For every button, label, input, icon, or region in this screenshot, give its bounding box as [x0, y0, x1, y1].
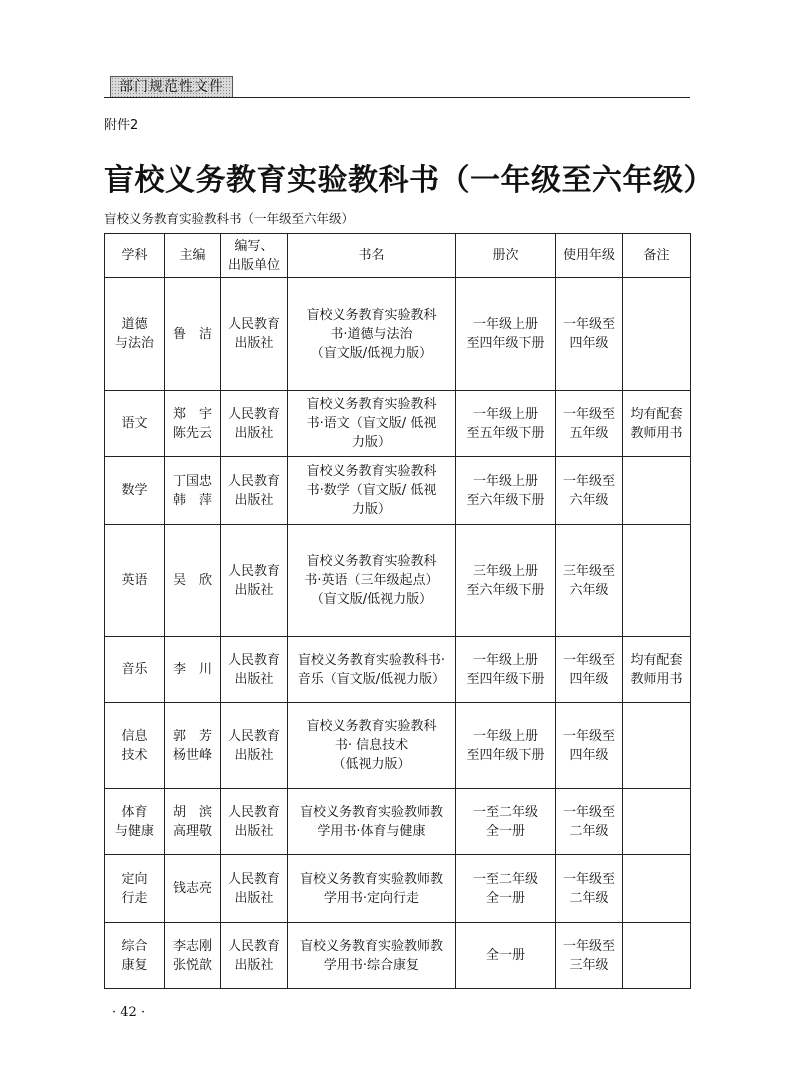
cell-line: 学用书·综合康复 [323, 957, 420, 973]
cell-edition [456, 923, 556, 989]
cell-line: 盲校义务教育实验教师教 [299, 804, 443, 820]
cell-line: 至四年级下册 [466, 671, 545, 687]
cell-line: 一年级至 [562, 406, 615, 422]
cell-line: 一年级至 [562, 652, 615, 668]
cell-grade [556, 703, 623, 789]
cell-line: 一年级至 [562, 938, 615, 954]
cell-line: 与法治 [114, 336, 154, 351]
header-rule [104, 97, 690, 98]
cell-line: 人民教育 [227, 871, 280, 887]
cell-line: 语文 [121, 416, 148, 431]
cell-line: 全一册 [485, 890, 525, 906]
cell-book [288, 855, 456, 923]
cell-line: 一年级至 [562, 871, 615, 887]
table-row [105, 457, 691, 525]
table-row [105, 855, 691, 923]
cell-line: 至五年级下册 [466, 425, 545, 441]
cell-editors [165, 391, 221, 457]
cell-line: 人民教育 [227, 563, 280, 579]
cell-publisher [221, 789, 288, 855]
cell-subject [105, 457, 165, 525]
cell-line: 一年级上册 [472, 317, 538, 332]
cell-note [623, 278, 691, 391]
cell-line: 四年级 [569, 336, 609, 351]
cell-grade [556, 525, 623, 637]
cell-line: 郭 芳 [172, 728, 212, 744]
header-edition: 册次 [456, 234, 556, 278]
table-row [105, 703, 691, 789]
cell-edition [456, 391, 556, 457]
cell-note [623, 923, 691, 989]
cell-edition [456, 278, 556, 391]
cell-edition [456, 855, 556, 923]
cell-grade [556, 457, 623, 525]
cell-line: 康复 [121, 957, 148, 973]
cell-editors [165, 923, 221, 989]
cell-line: 人民教育 [227, 406, 280, 422]
cell-line: 信息 [121, 728, 148, 744]
cell-line: 盲校义务教育实验教科 [306, 554, 437, 569]
cell-line: 人民教育 [227, 938, 280, 954]
cell-grade [556, 637, 623, 703]
cell-publisher [221, 855, 288, 923]
cell-line: 音乐（盲文版/低视力版） [297, 671, 446, 687]
cell-editors [165, 525, 221, 637]
cell-line: 出版社 [234, 823, 274, 839]
cell-line: 四年级 [569, 747, 609, 763]
cell-line: 六年级 [569, 582, 609, 598]
cell-publisher [221, 923, 288, 989]
cell-editors [165, 789, 221, 855]
attachment-label: 附件2 [104, 118, 139, 133]
cell-line: 英语 [121, 573, 148, 588]
table-caption: 盲校义务教育实验教科书（一年级至六年级） [104, 211, 355, 226]
cell-line: 至六年级下册 [466, 492, 545, 508]
cell-line: 出版社 [234, 957, 274, 973]
cell-line: 一年级至 [562, 473, 615, 489]
cell-book [288, 278, 456, 391]
cell-line: 三年级上册 [472, 563, 538, 579]
cell-line: 道德 [121, 317, 148, 332]
cell-line: 体育 [121, 804, 148, 820]
cell-line: 鲁 洁 [172, 326, 212, 342]
cell-line: 力版） [351, 435, 391, 450]
header-publisher [221, 234, 288, 278]
cell-line: （盲文版/低视力版） [310, 345, 433, 361]
cell-line: 书·道德与法治 [330, 326, 413, 342]
cell-line: 六年级 [569, 492, 609, 508]
header-publisher-line1: 编写、 [234, 238, 274, 254]
cell-line: 一年级至 [562, 728, 615, 744]
cell-editors [165, 278, 221, 391]
cell-book [288, 391, 456, 457]
cell-grade [556, 855, 623, 923]
cell-line: 书· 信息技术 [334, 738, 409, 753]
cell-line: 均有配套 [630, 652, 683, 668]
cell-line: 二年级 [569, 823, 609, 839]
cell-subject [105, 789, 165, 855]
cell-line: （低视力版） [332, 757, 411, 772]
cell-grade [556, 923, 623, 989]
cell-publisher [221, 637, 288, 703]
cell-line: 李 川 [172, 662, 212, 677]
cell-line: （盲文版/低视力版） [310, 592, 433, 607]
cell-line: 盲校义务教育实验教科 [306, 307, 437, 323]
cell-editors [165, 855, 221, 923]
cell-publisher [221, 703, 288, 789]
cell-line: 综合 [121, 938, 148, 954]
cell-line: 盲校义务教育实验教师教 [299, 938, 443, 954]
cell-grade [556, 278, 623, 391]
cell-line: 张悦歆 [172, 957, 212, 973]
cell-line: 出版社 [234, 671, 274, 687]
cell-line: 技术 [121, 747, 148, 763]
cell-editors [165, 457, 221, 525]
cell-edition [456, 637, 556, 703]
cell-line: 人民教育 [227, 652, 280, 668]
cell-line: 出版社 [234, 747, 274, 763]
cell-note [623, 525, 691, 637]
cell-publisher [221, 391, 288, 457]
cell-book [288, 703, 456, 789]
cell-line: 一年级上册 [472, 406, 538, 422]
page-number: · 42 · [112, 1005, 146, 1020]
table-row [105, 923, 691, 989]
cell-subject [105, 855, 165, 923]
cell-editors [165, 703, 221, 789]
cell-note [623, 391, 691, 457]
cell-line: 一年级上册 [472, 728, 538, 744]
cell-line: 全一册 [485, 948, 525, 963]
cell-line: 盲校义务教育实验教科 [306, 397, 437, 412]
cell-line: 均有配套 [630, 406, 683, 422]
cell-note [623, 637, 691, 703]
cell-line: 盲校义务教育实验教科 [306, 464, 437, 479]
cell-line: 盲校义务教育实验教科书· [297, 652, 446, 668]
cell-note [623, 789, 691, 855]
cell-line: 盲校义务教育实验教科 [306, 719, 437, 734]
cell-line: 一年级至 [562, 317, 615, 332]
cell-grade [556, 391, 623, 457]
cell-book [288, 789, 456, 855]
cell-edition [456, 457, 556, 525]
cell-line: 人民教育 [227, 804, 280, 820]
cell-line: 陈先云 [172, 425, 212, 441]
cell-note [623, 855, 691, 923]
header-publisher-line2: 出版单位 [227, 257, 280, 273]
table-row [105, 637, 691, 703]
cell-line: 韩 萍 [172, 492, 212, 508]
cell-line: 出版社 [234, 890, 274, 906]
cell-line: 至四年级下册 [466, 336, 545, 351]
cell-line: 与健康 [114, 823, 154, 839]
cell-line: 行走 [121, 890, 148, 906]
cell-line: 至六年级下册 [466, 582, 545, 598]
header-editor: 主编 [165, 234, 221, 278]
cell-line: 书·英语（三年级起点） [304, 573, 439, 588]
cell-line: 郑 宇 [172, 406, 212, 422]
cell-line: 书·语文（盲文版/ 低视 [306, 416, 437, 431]
cell-book [288, 637, 456, 703]
table-header-row [105, 234, 691, 278]
table-row [105, 525, 691, 637]
cell-line: 四年级 [569, 671, 609, 687]
cell-line: 一至二年级 [472, 871, 538, 887]
cell-book [288, 457, 456, 525]
cell-line: 钱志亮 [172, 881, 212, 896]
header-book: 书名 [288, 234, 456, 278]
cell-line: 出版社 [234, 582, 274, 598]
cell-line: 二年级 [569, 890, 609, 906]
cell-line: 学用书·定向行走 [323, 890, 420, 906]
cell-subject [105, 923, 165, 989]
cell-line: 三年级 [569, 957, 609, 973]
section-tag: 部门规范性文件 [110, 76, 233, 98]
cell-grade [556, 789, 623, 855]
cell-line: 人民教育 [227, 317, 280, 332]
cell-line: 教师用书 [630, 671, 683, 687]
cell-subject [105, 637, 165, 703]
cell-line: 学用书·体育与健康 [317, 823, 426, 839]
cell-note [623, 703, 691, 789]
cell-line: 定向 [121, 871, 148, 887]
cell-subject [105, 278, 165, 391]
header-grade: 使用年级 [556, 234, 623, 278]
cell-subject [105, 703, 165, 789]
cell-line: 五年级 [569, 425, 609, 441]
cell-publisher [221, 525, 288, 637]
cell-line: 力版） [351, 502, 391, 517]
cell-line: 胡 滨 [172, 804, 212, 820]
cell-line: 丁国忠 [172, 473, 212, 489]
cell-line: 杨世峰 [172, 747, 212, 763]
cell-line: 数学 [121, 483, 148, 498]
cell-line: 一年级上册 [472, 652, 538, 668]
table-row [105, 278, 691, 391]
cell-line: 出版社 [234, 492, 274, 508]
cell-line: 一至二年级 [472, 804, 538, 820]
cell-edition [456, 703, 556, 789]
cell-line: 人民教育 [227, 728, 280, 744]
cell-editors [165, 637, 221, 703]
cell-line: 三年级至 [562, 563, 615, 579]
cell-edition [456, 789, 556, 855]
cell-line: 吴 欣 [172, 573, 212, 588]
cell-line: 音乐 [121, 662, 148, 677]
cell-edition [456, 525, 556, 637]
cell-line: 李志刚 [172, 938, 212, 954]
textbook-table [104, 233, 691, 989]
cell-note [623, 457, 691, 525]
cell-line: 教师用书 [630, 425, 683, 441]
cell-publisher [221, 457, 288, 525]
cell-line: 盲校义务教育实验教师教 [299, 871, 443, 887]
cell-line: 一年级至 [562, 804, 615, 820]
cell-line: 出版社 [234, 425, 274, 441]
table-row [105, 789, 691, 855]
cell-line: 一年级上册 [472, 473, 538, 489]
cell-line: 至四年级下册 [466, 747, 545, 763]
cell-line: 出版社 [234, 336, 274, 351]
table-row [105, 391, 691, 457]
cell-book [288, 525, 456, 637]
cell-line: 全一册 [485, 823, 525, 839]
cell-line: 书·数学（盲文版/ 低视 [306, 483, 437, 498]
header-note: 备注 [623, 234, 691, 278]
page-title: 盲校义务教育实验教科书（一年级至六年级） [104, 163, 714, 198]
cell-subject [105, 391, 165, 457]
cell-book [288, 923, 456, 989]
header-subject: 学科 [105, 234, 165, 278]
cell-line: 高理敬 [172, 823, 212, 839]
cell-line: 人民教育 [227, 473, 280, 489]
cell-publisher [221, 278, 288, 391]
cell-subject [105, 525, 165, 637]
